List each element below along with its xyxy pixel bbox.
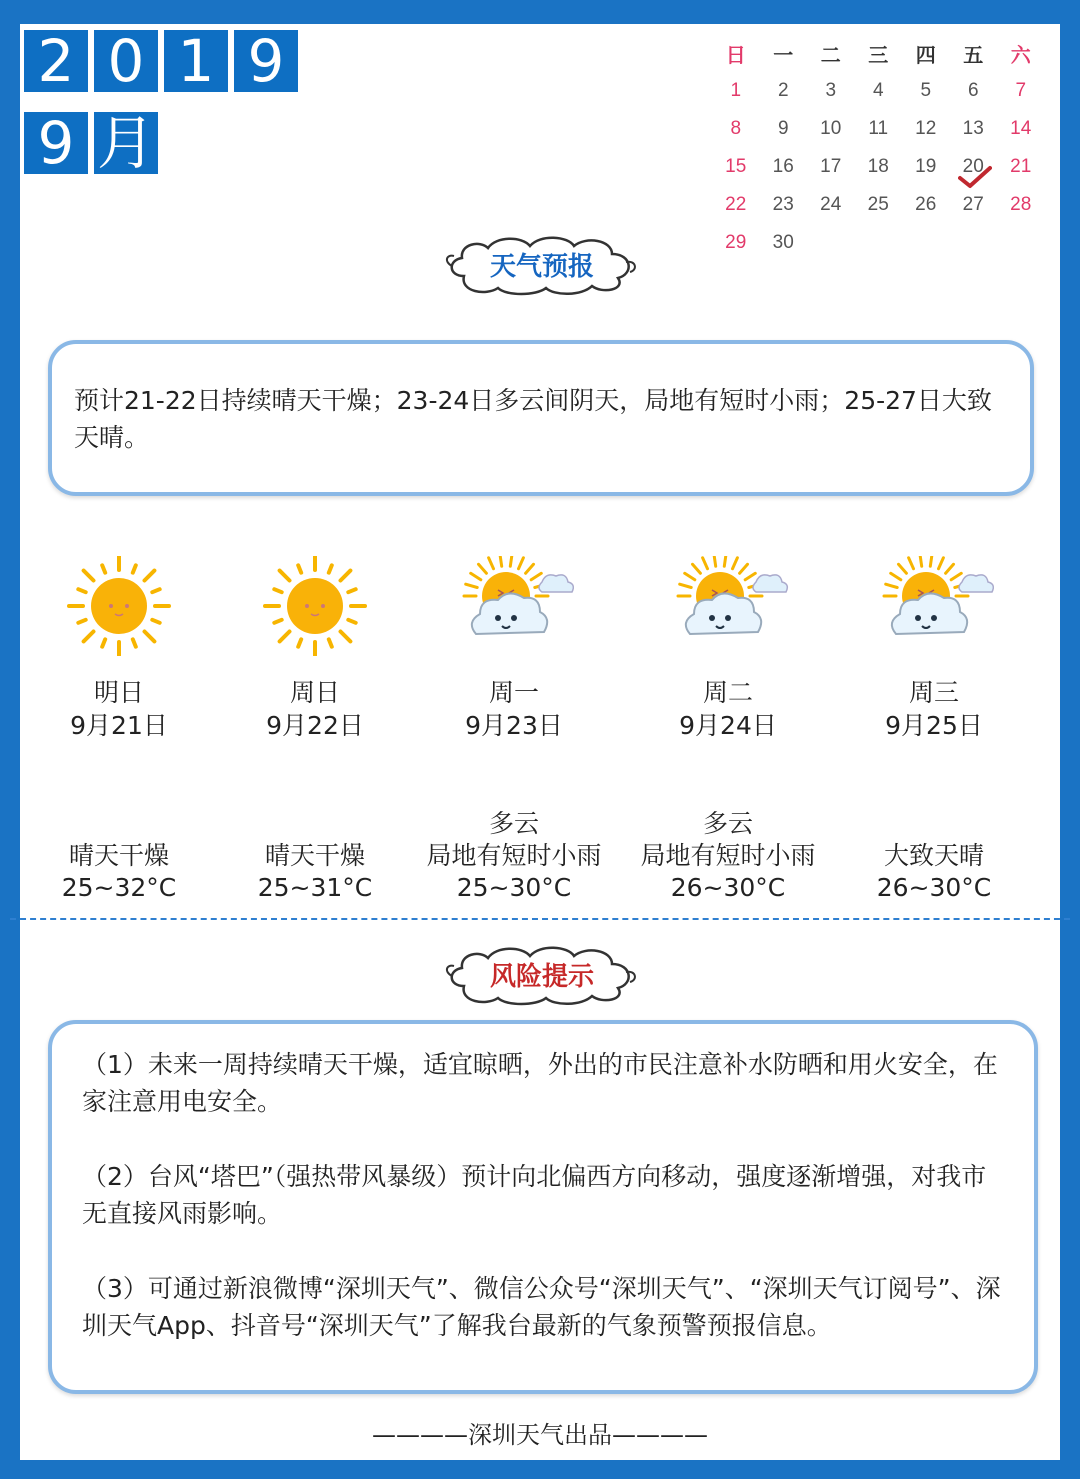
day-date: 9月21日 xyxy=(70,711,168,740)
calendar-weekday-row xyxy=(712,34,1048,72)
calendar-week-row xyxy=(712,148,1048,186)
forecast-title: 天气预报 xyxy=(489,252,594,282)
calendar-day: 11 xyxy=(868,118,889,139)
calendar-day: 6 xyxy=(967,80,979,101)
section-divider xyxy=(10,918,1070,920)
risk-item-2: （2）台风“塔巴”（强热带风暴级）预计向北偏西方向移动，强度逐渐增强，对我市无直接风雨影响。 xyxy=(82,1162,987,1228)
calendar-day: 15 xyxy=(725,156,747,177)
calendar-day: 29 xyxy=(725,232,747,253)
day-condition-line1 xyxy=(205,808,425,840)
year-digit-4: 9 xyxy=(234,30,298,92)
forecast-summary-box xyxy=(48,340,1034,496)
day-header xyxy=(19,676,219,742)
weekday-sat: 六 xyxy=(1010,44,1031,67)
calendar-day: 10 xyxy=(820,118,842,139)
risk-item-1: （1）未来一周持续晴天干燥，适宜晾晒，外出的市民注意补水防晒和用火安全，在家注意用电安全。 xyxy=(82,1050,998,1116)
calendar-day: 19 xyxy=(915,156,937,177)
calendar-day: 23 xyxy=(772,194,794,215)
day-header xyxy=(215,676,415,742)
day-weekday: 周日 xyxy=(289,678,340,707)
day-temperature: 25~32°C xyxy=(61,873,177,902)
weekday-mon: 一 xyxy=(773,44,794,67)
calendar-day: 4 xyxy=(872,80,884,101)
day-weekday: 周三 xyxy=(908,678,959,707)
day-header xyxy=(834,676,1034,742)
day-condition-line1: 多云 xyxy=(488,809,539,838)
calendar-day: 8 xyxy=(730,118,742,139)
sun-cloud-icon xyxy=(874,556,994,656)
day-temperature: 25~31°C xyxy=(257,873,373,902)
day-temperature: 26~30°C xyxy=(670,873,786,902)
sun-icon xyxy=(59,556,179,656)
day-header xyxy=(628,676,828,742)
month-digit: 9 xyxy=(24,112,88,174)
weekday-fri: 五 xyxy=(963,44,984,67)
calendar-day: 20 xyxy=(950,156,998,178)
year-digit-1: 2 xyxy=(24,30,88,92)
calendar-day: 9 xyxy=(777,118,789,139)
day-condition-line2: 大致天晴 xyxy=(883,841,984,870)
sun-cloud-icon xyxy=(454,556,574,656)
sun-icon xyxy=(255,556,375,656)
calendar-day: 3 xyxy=(825,80,837,101)
day-conditions xyxy=(618,808,838,904)
calendar-day: 5 xyxy=(920,80,932,101)
day-date: 9月22日 xyxy=(266,711,364,740)
sun-cloud-icon xyxy=(668,556,788,656)
day-condition-line1 xyxy=(824,808,1044,840)
day-header xyxy=(414,676,614,742)
day-condition-line2: 晴天干燥 xyxy=(68,841,169,870)
risk-item-3: （3）可通过新浪微博“深圳天气”、微信公众号“深圳天气”、“深圳天气订阅号”、深圳天气App、抖音号“深圳天气”了解我台最新的气象预警预报信息。 xyxy=(82,1274,1001,1340)
calendar-day: 12 xyxy=(915,118,937,139)
calendar-week-row xyxy=(712,224,1048,262)
day-weekday: 明日 xyxy=(93,678,144,707)
day-weekday: 周一 xyxy=(488,678,539,707)
weekday-wed: 三 xyxy=(868,44,889,67)
calendar-day: 24 xyxy=(820,194,842,215)
calendar-day: 21 xyxy=(1010,156,1032,177)
day-weekday: 周二 xyxy=(702,678,753,707)
day-conditions xyxy=(205,808,425,904)
month-calendar xyxy=(712,34,1048,262)
weekday-tue: 二 xyxy=(820,44,841,67)
calendar-day: 25 xyxy=(867,194,889,215)
year-digit-3: 1 xyxy=(164,30,228,92)
calendar-day: 1 xyxy=(730,80,742,101)
day-conditions xyxy=(824,808,1044,904)
day-condition-line2: 局地有短时小雨 xyxy=(640,841,816,870)
calendar-day: 17 xyxy=(820,156,842,177)
day-conditions xyxy=(404,808,624,904)
calendar-day: 28 xyxy=(1010,194,1032,215)
day-date: 9月23日 xyxy=(465,711,563,740)
calendar-day: 14 xyxy=(1010,118,1032,139)
day-conditions xyxy=(9,808,229,904)
calendar-day: 30 xyxy=(772,232,794,253)
risk-box xyxy=(48,1020,1038,1394)
day-condition-line1: 多云 xyxy=(702,809,753,838)
year-digit-2: 0 xyxy=(94,30,158,92)
calendar-week-row xyxy=(712,110,1048,148)
weekday-sun: 日 xyxy=(725,44,746,67)
checkmark-icon xyxy=(958,164,992,190)
calendar-weeks xyxy=(712,72,1048,262)
calendar-week-row xyxy=(712,186,1048,224)
calendar-day: 13 xyxy=(962,118,984,139)
day-condition-line1 xyxy=(9,808,229,840)
calendar-day: 16 xyxy=(772,156,794,177)
day-date: 9月24日 xyxy=(679,711,777,740)
calendar-day: 27 xyxy=(962,194,984,215)
risk-title-badge xyxy=(442,942,642,1006)
calendar-day: 22 xyxy=(725,194,747,215)
forecast-summary-text: 预计21-22日持续晴天干燥；23-24日多云间阴天，局地有短时小雨；25-27日大致天晴。 xyxy=(74,386,992,452)
calendar-week-row xyxy=(712,72,1048,110)
footer-credit: ————深圳天气出品———— xyxy=(372,1421,708,1449)
calendar-day: 7 xyxy=(1015,80,1027,101)
calendar-day: 2 xyxy=(777,80,789,101)
risk-title: 风险提示 xyxy=(489,962,594,992)
weekday-thu: 四 xyxy=(915,44,936,67)
day-condition-line2: 局地有短时小雨 xyxy=(426,841,602,870)
month-char: 月 xyxy=(94,112,158,174)
day-condition-line2: 晴天干燥 xyxy=(264,841,365,870)
day-temperature: 25~30°C xyxy=(456,873,572,902)
day-date: 9月25日 xyxy=(885,711,983,740)
calendar-day: 18 xyxy=(867,156,889,177)
day-temperature: 26~30°C xyxy=(876,873,992,902)
calendar-day: 26 xyxy=(915,194,937,215)
forecast-title-badge xyxy=(442,232,642,296)
